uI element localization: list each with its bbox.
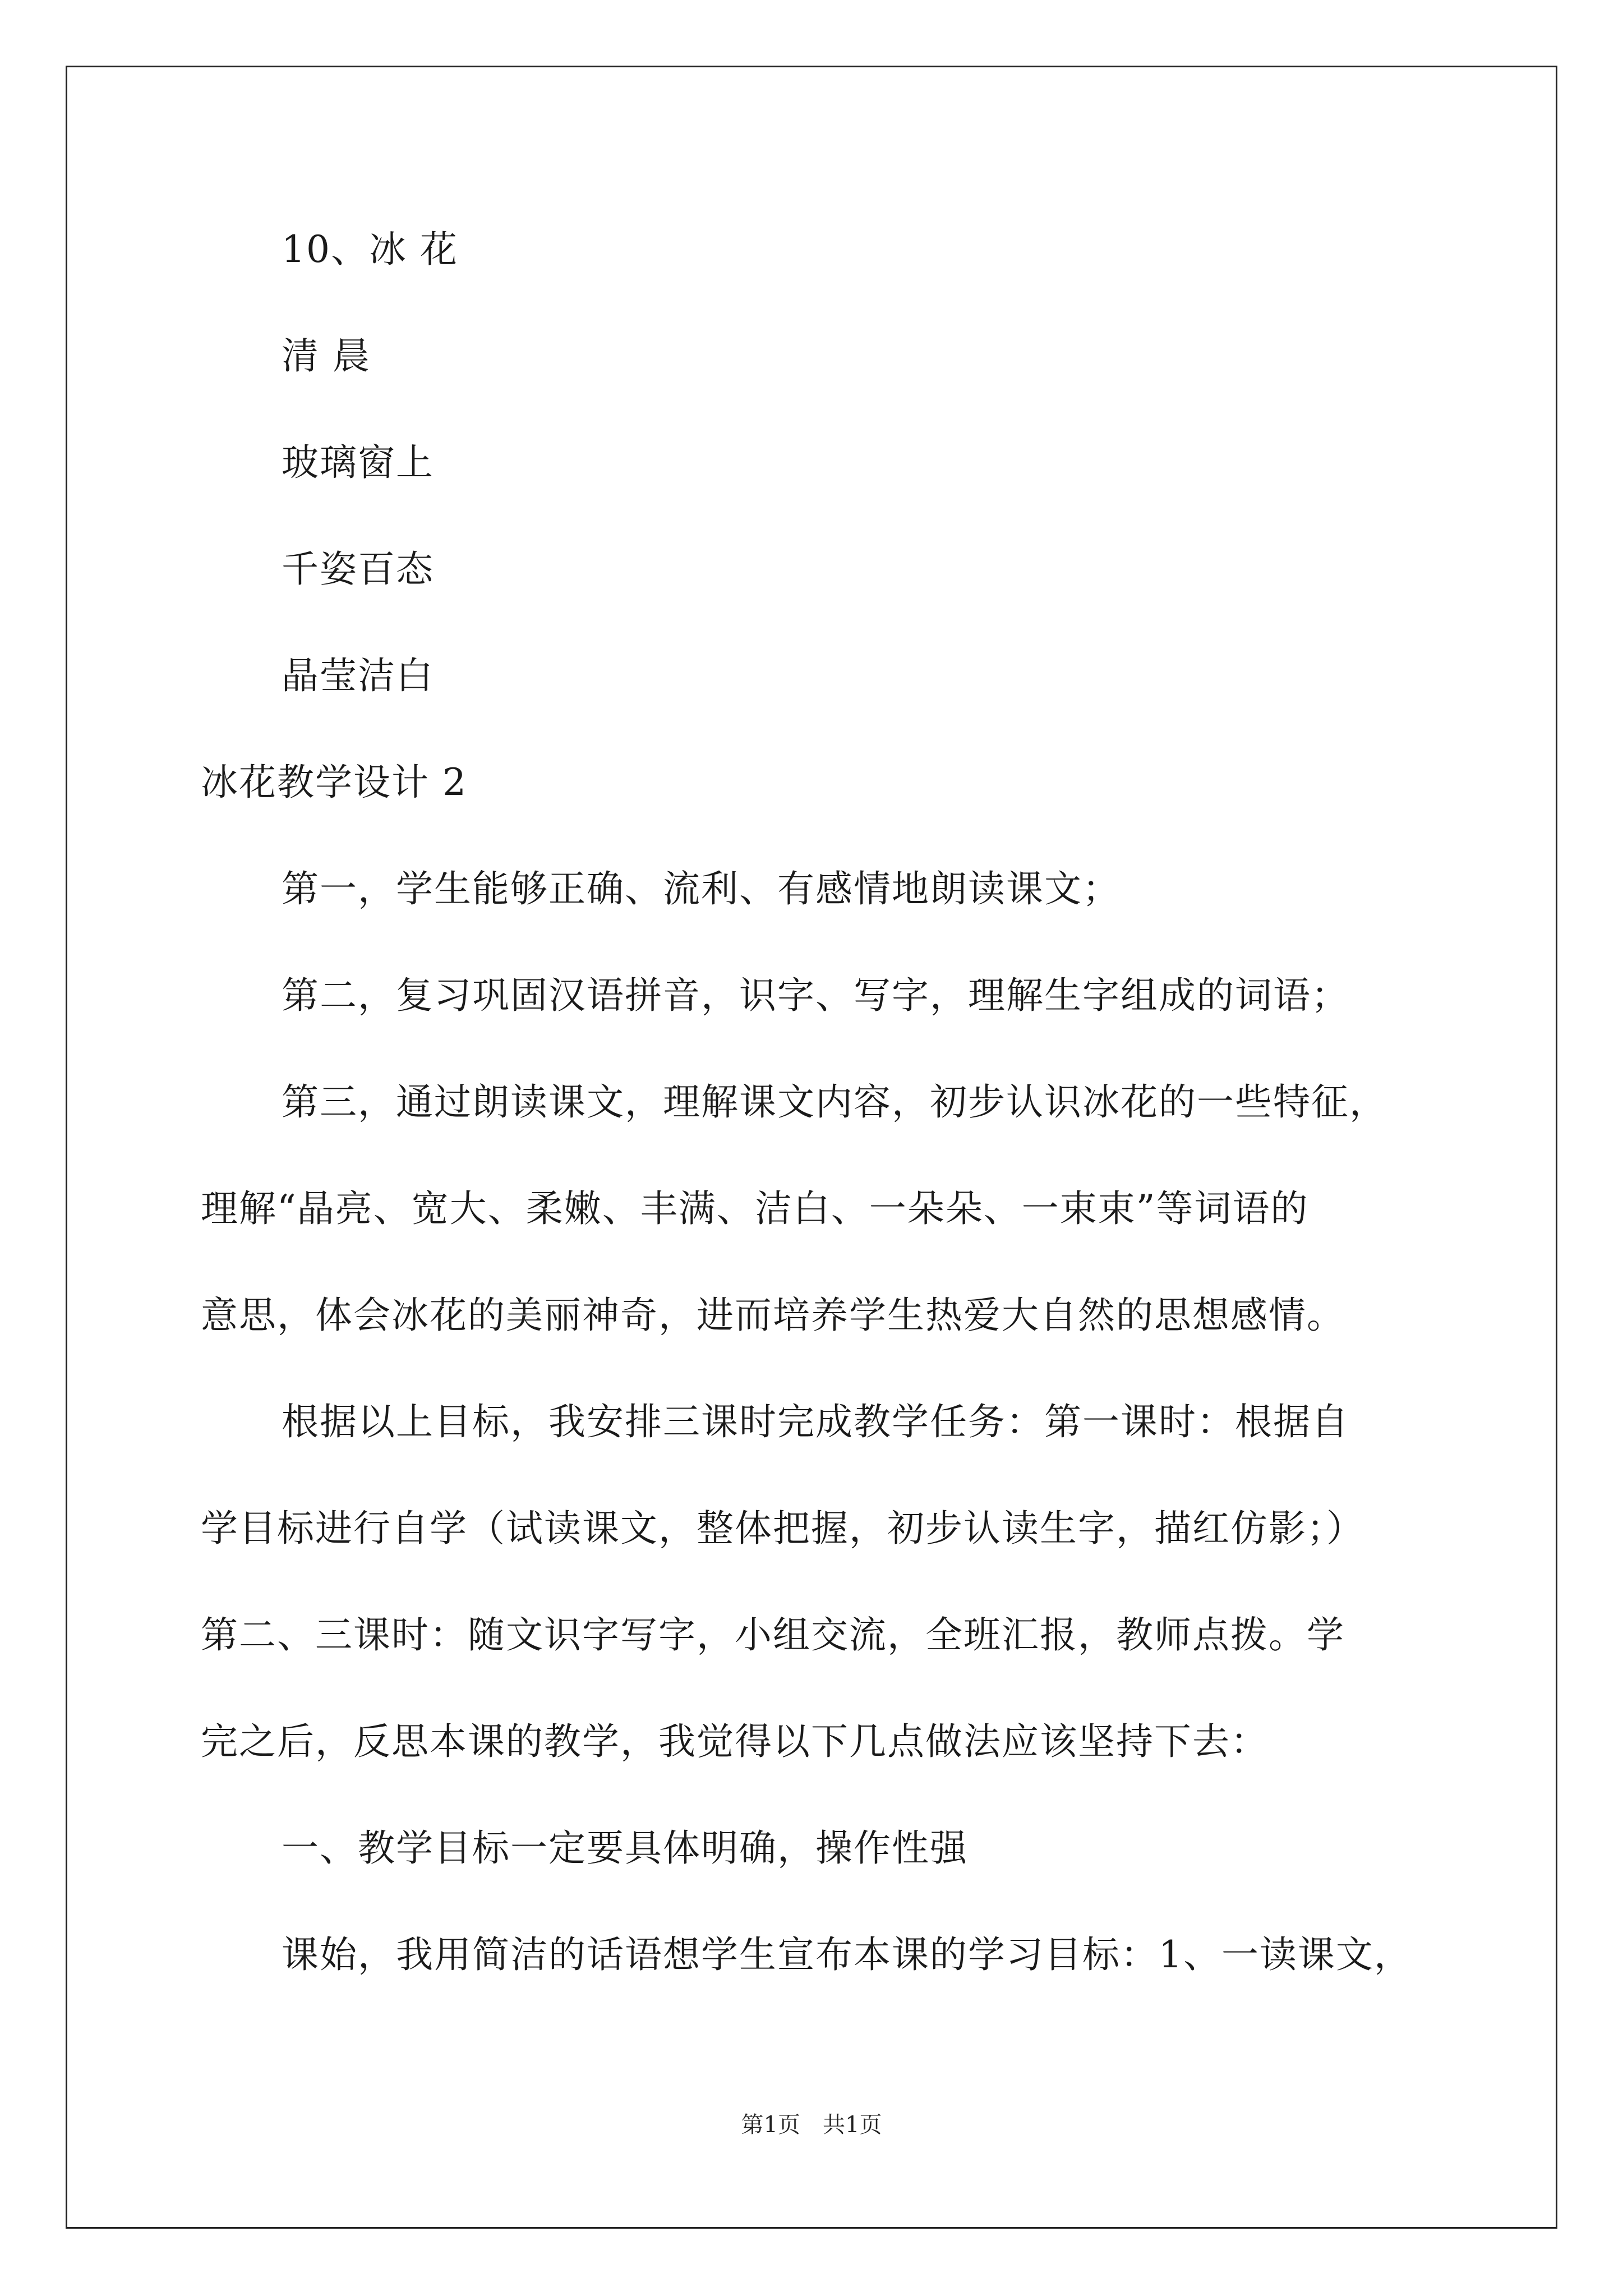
paragraph-line: 意思，体会冰花的美丽神奇，进而培养学生热爱大自然的思想感情。 — [201, 1294, 1345, 1337]
paragraph-line: 学目标进行自学（试读课文，整体把握，初步认读生字，描红仿影；） — [201, 1507, 1364, 1550]
page-footer: 第1页 共1页 — [741, 2112, 882, 2138]
poem-line: 清 晨 — [282, 334, 371, 378]
section-heading: 冰花教学设计 2 — [201, 761, 467, 804]
paragraph-line: 课始，我用简洁的话语想学生宣布本课的学习目标：1、一读课文， — [282, 1933, 1412, 1976]
poem-line: 晶莹洁白 — [282, 654, 434, 697]
poem-line: 千姿百态 — [282, 547, 434, 591]
poem-title: 10、冰 花 — [282, 228, 458, 271]
paragraph-line: 第二、三课时：随文识字写字，小组交流，全班汇报，教师点拨。学 — [201, 1613, 1345, 1657]
paragraph-line: 第二，复习巩固汉语拼音，识字、写字，理解生字组成的词语； — [282, 974, 1349, 1017]
poem-line: 玻璃窗上 — [282, 441, 434, 484]
page-border — [66, 66, 1557, 2229]
paragraph-line: 完之后，反思本课的教学，我觉得以下几点做法应该坚持下去： — [201, 1720, 1269, 1763]
paragraph-line: 第三，通过朗读课文，理解课文内容，初步认识冰花的一些特征， — [282, 1080, 1387, 1124]
paragraph-line: 理解“晶亮、宽大、柔嫩、丰满、洁白、一朵朵、一束束”等词语的 — [201, 1187, 1309, 1230]
paragraph-line: 一、教学目标一定要具体明确，操作性强 — [282, 1826, 968, 1870]
paragraph-line: 第一，学生能够正确、流利、有感情地朗读课文； — [282, 867, 1121, 910]
paragraph-line: 根据以上目标，我安排三课时完成教学任务：第一课时：根据自 — [282, 1400, 1349, 1443]
